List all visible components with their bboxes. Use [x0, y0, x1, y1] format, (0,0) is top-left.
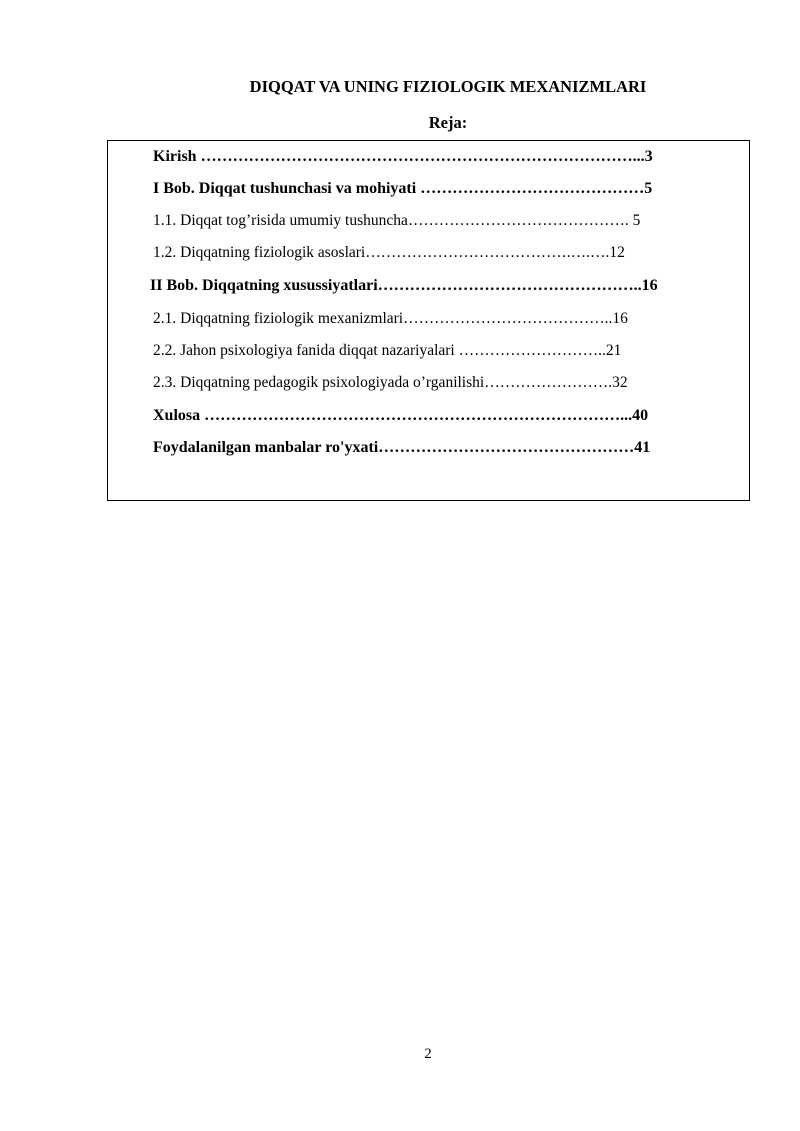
- toc-entry-2-2[interactable]: 2.2. Jahon psixologiya fanida diqqat nazariyalari ………………………..21: [153, 342, 622, 359]
- plan-heading: Reja:: [428, 113, 468, 132]
- toc-entry-2-3[interactable]: 2.3. Diqqatning pedagogik psixologiyada o’rganilishi…………………….32: [153, 374, 628, 391]
- page-number: 2: [424, 1046, 432, 1062]
- table-of-contents: [107, 140, 750, 501]
- toc-entry-references[interactable]: Foydalanilgan manbalar ro'yxati…………………………………………41: [153, 439, 651, 456]
- toc-entry-chapter-1[interactable]: I Bob. Diqqat tushunchasi va mohiyati ……………………………………5: [153, 180, 653, 197]
- document-title: DIQQAT VA UNING FIZIOLOGIK MEXANIZMLARI: [249, 77, 647, 96]
- toc-entry-chapter-2[interactable]: II Bob. Diqqatning xusussiyatlari…………………………………………..16: [150, 277, 658, 294]
- toc-entry-1-2[interactable]: 1.2. Diqqatning fiziologik asoslari………………………………….….….12: [153, 244, 625, 261]
- toc-entry-2-1[interactable]: 2.1. Diqqatning fiziologik mexanizmlari…………………………………..16: [153, 310, 628, 327]
- toc-entry-1-1[interactable]: 1.1. Diqqat tog’risida umumiy tushuncha……………………………………. 5: [153, 212, 641, 229]
- toc-entry-kirish[interactable]: Kirish ………………………………………………………………………...3: [153, 148, 653, 165]
- toc-entry-xulosa[interactable]: Xulosa ……………………………………………………………………...40: [153, 407, 649, 424]
